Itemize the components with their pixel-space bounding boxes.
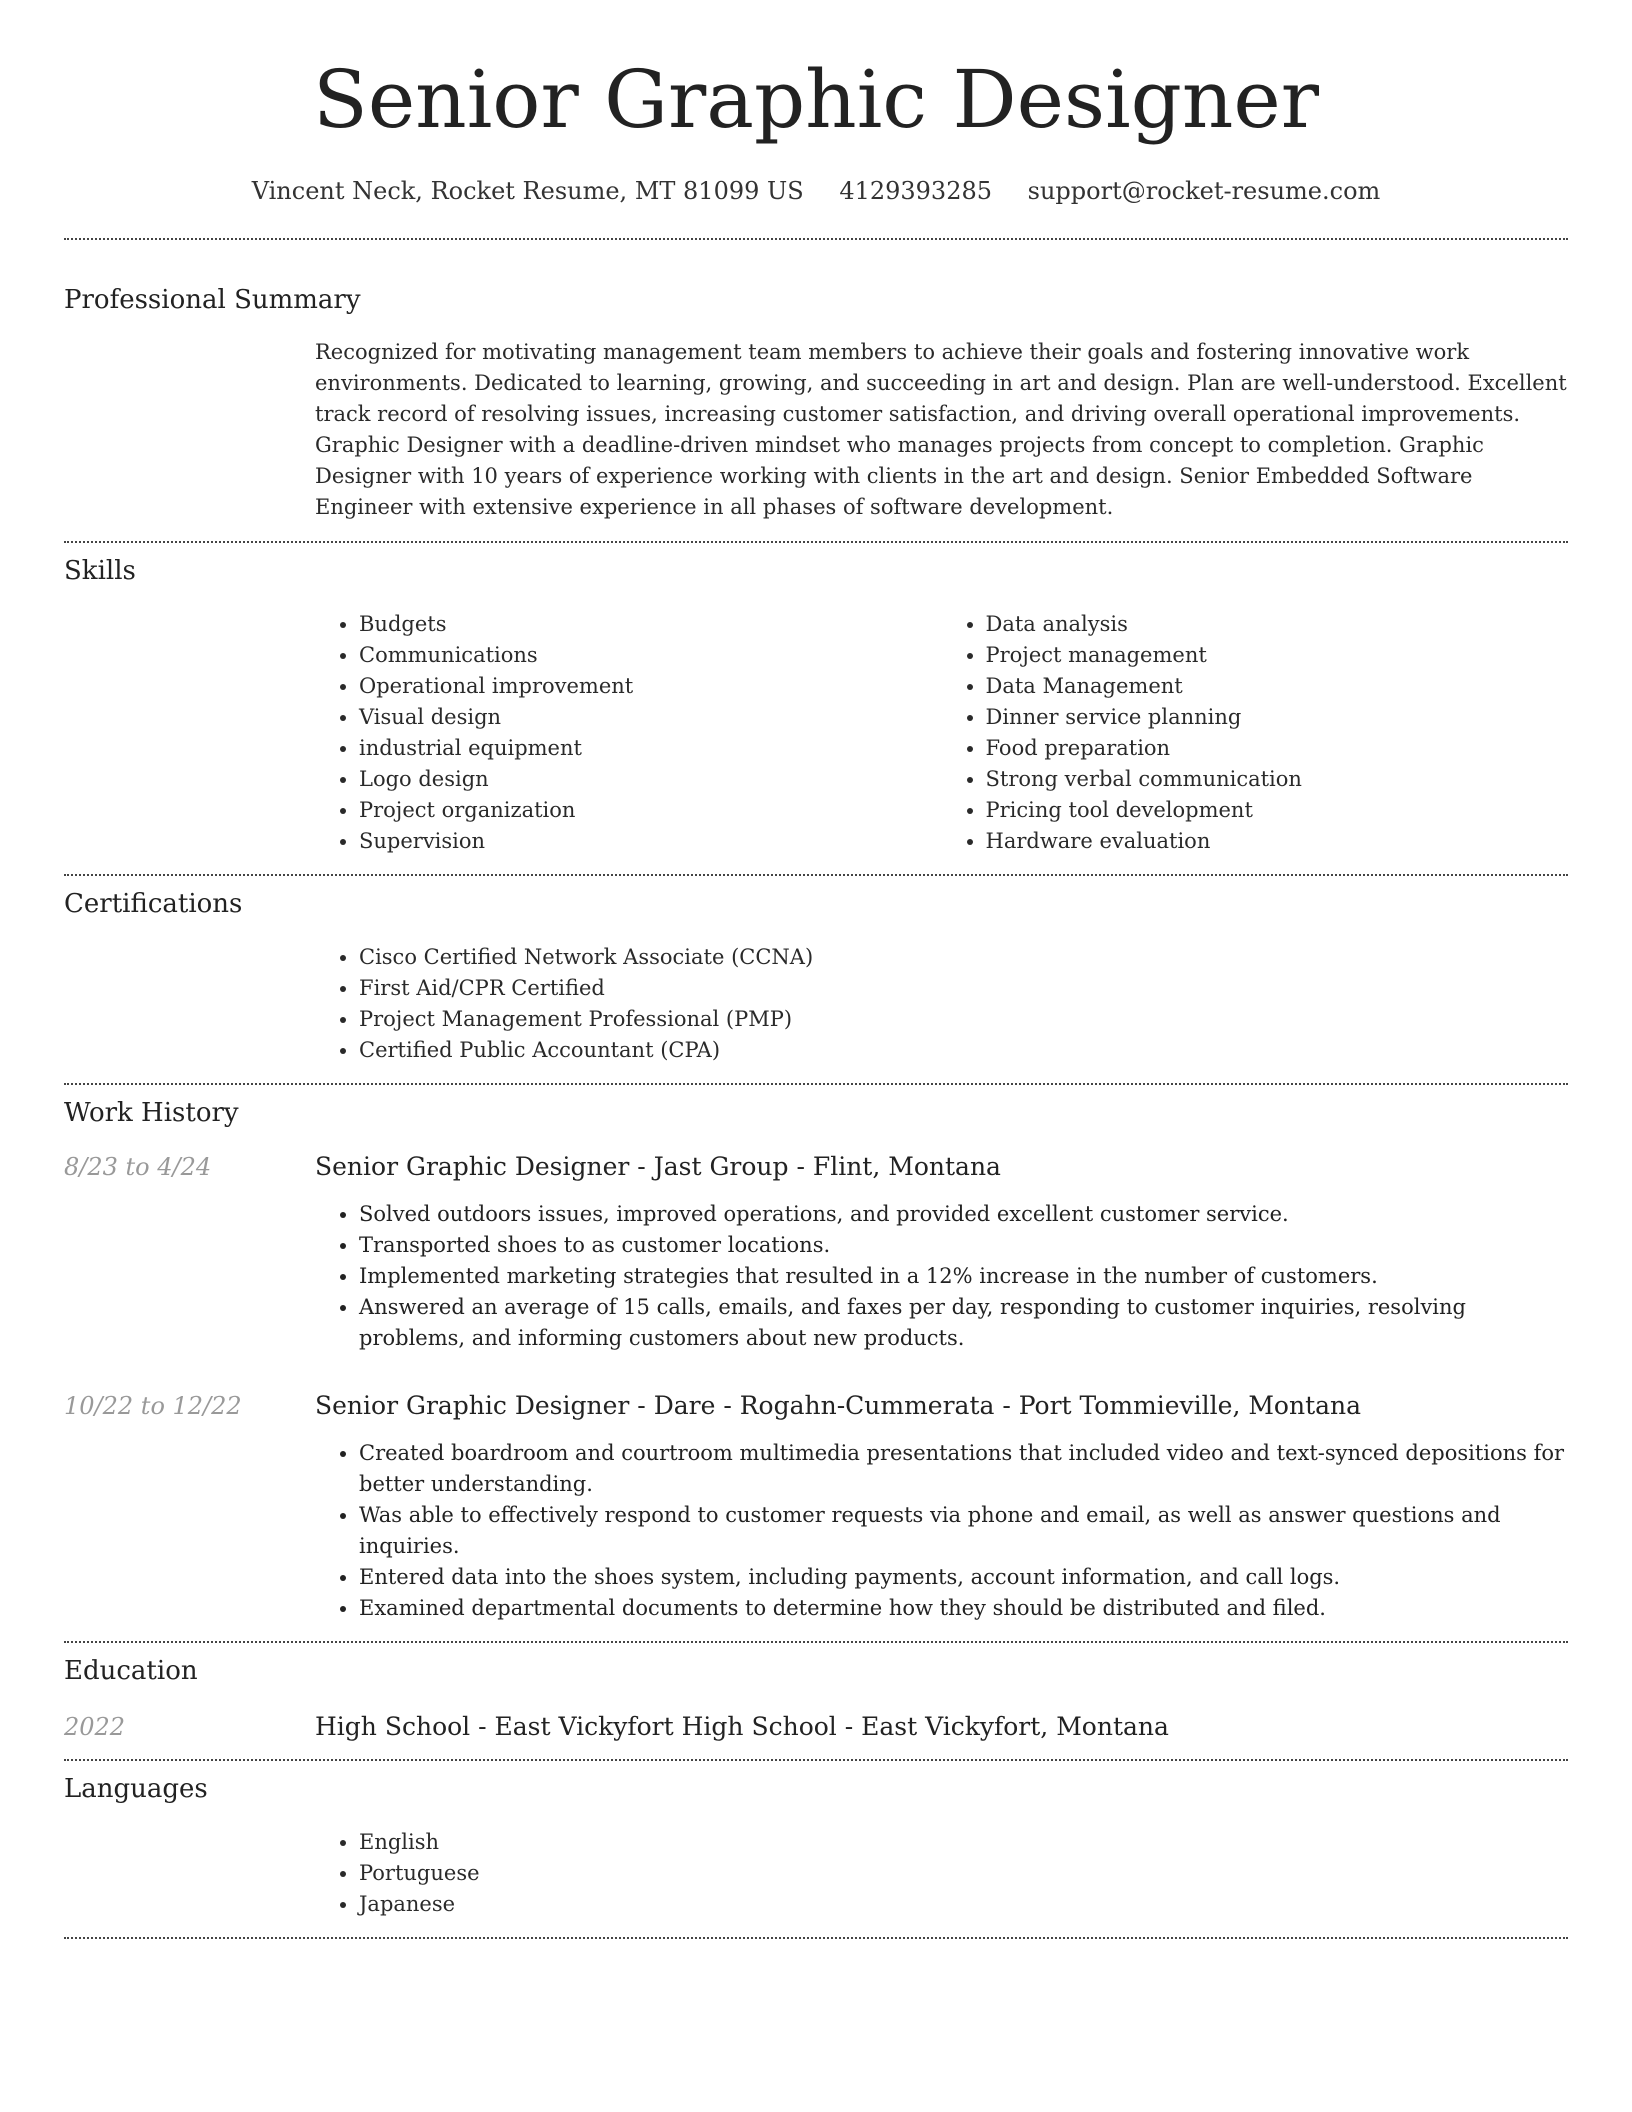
skills-list-right: [942, 609, 1569, 857]
skill-item: • Operational improvement: [359, 671, 942, 702]
education-title: Education: [64, 1656, 198, 1686]
certifications-list: [315, 942, 1568, 1066]
work-title: Work History: [64, 1098, 239, 1128]
contact-address: Vincent Neck, Rocket Resume, MT 81099 US: [251, 177, 804, 205]
skill-item: • Project management: [986, 640, 1569, 671]
skill-item: • Food preparation: [986, 733, 1569, 764]
education-section: [64, 1643, 1568, 1759]
job-bullet: • Implemented marketing strategies that resulted in a 12% increase in the number of customers.: [359, 1261, 1568, 1292]
skill-item: • Budgets: [359, 609, 942, 640]
job-entry: [64, 1151, 1568, 1354]
certification-item: • First Aid/CPR Certified: [359, 973, 1568, 1004]
education-date: 2022: [64, 1713, 126, 1741]
skill-item: • Data analysis: [986, 609, 1569, 640]
summary-title: Professional Summary: [64, 285, 361, 315]
certifications-title: Certifications: [64, 889, 243, 919]
job-body: [315, 1390, 1568, 1624]
resume-page: [64, 0, 1568, 1939]
job-bullet: • Examined departmental documents to determine how they should be distributed and filed.: [359, 1593, 1568, 1624]
job-title: Senior Graphic Designer - Dare - Rogahn-Cummerata - Port Tommieville, Montana: [315, 1391, 1362, 1420]
certifications-section: [64, 876, 1568, 1083]
languages-list: [315, 1827, 1568, 1920]
contact-email: support@rocket-resume.com: [1027, 177, 1381, 205]
skill-item: • Visual design: [359, 702, 942, 733]
skill-item: • Strong verbal communication: [986, 764, 1569, 795]
job-title: Senior Graphic Designer - Jast Group - Flint, Montana: [315, 1152, 1001, 1181]
education-entry: [64, 1711, 1568, 1743]
skill-item: • Project organization: [359, 795, 942, 826]
skill-item: • Communications: [359, 640, 942, 671]
certifications-content: [315, 942, 1568, 1066]
education-degree: High School - East Vickyfort High School - East Vickyfort, Montana: [315, 1712, 1169, 1741]
job-bullets: [315, 1199, 1568, 1354]
certification-item: • Project Management Professional (PMP): [359, 1004, 1568, 1035]
skill-item: • Dinner service planning: [986, 702, 1569, 733]
job-bullet: • Was able to effectively respond to customer requests via phone and email, as well as answer questions and inquiries.: [359, 1500, 1568, 1562]
certification-item: • Certified Public Accountant (CPA): [359, 1035, 1568, 1066]
language-item: • English: [359, 1827, 1568, 1858]
summary-section: [64, 240, 1568, 541]
skills-title: Skills: [64, 556, 136, 586]
summary-text: Recognized for motivating management team members to achieve their goals and fostering innovative work environments. Dedicated to learning, growing, and succeeding in art and design. Plan are well-understood. Excellent track record of resolving issues, increasing customer satisfaction, and driving overall operational improvements. Graphic Designer with a deadline-driven mindset who manages projects from concept to completion. Graphic Designer with 10 years of experience working with clients in the art and design. Senior Embedded Software Engineer with extensive experience in all phases of software development.: [315, 340, 1567, 519]
skill-item: • Pricing tool development: [986, 795, 1569, 826]
language-item: • Portuguese: [359, 1858, 1568, 1889]
skills-section: [64, 543, 1568, 874]
languages-title: Languages: [64, 1774, 208, 1804]
education-body: [315, 1711, 1568, 1743]
job-bullet: • Created boardroom and courtroom multimedia presentations that included video and text-synced depositions for better understanding.: [359, 1438, 1568, 1500]
contact-phone: 4129393285: [839, 177, 993, 205]
languages-section: [64, 1761, 1568, 1937]
contact-line: [64, 176, 1568, 206]
job-bullets: [315, 1438, 1568, 1624]
divider: [64, 1937, 1568, 1939]
job-date: 10/22 to 12/22: [64, 1392, 242, 1420]
job-body: [315, 1151, 1568, 1354]
skill-item: • industrial equipment: [359, 733, 942, 764]
job-bullet: • Answered an average of 15 calls, emails, and faxes per day, responding to customer inquiries, resolving problems, and informing customers about new products.: [359, 1292, 1568, 1354]
skill-item: • Supervision: [359, 826, 942, 857]
summary-content: [315, 337, 1568, 523]
job-entry: [64, 1390, 1568, 1624]
skill-item: • Data Management: [986, 671, 1569, 702]
languages-content: [315, 1827, 1568, 1920]
work-section: [64, 1085, 1568, 1641]
certification-item: • Cisco Certified Network Associate (CCNA): [359, 942, 1568, 973]
job-bullet: • Solved outdoors issues, improved operations, and provided excellent customer service.: [359, 1199, 1568, 1230]
skills-list-left: [315, 609, 942, 857]
job-bullet: • Transported shoes to as customer locations.: [359, 1230, 1568, 1261]
job-bullet: • Entered data into the shoes system, including payments, account information, and call logs.: [359, 1562, 1568, 1593]
resume-name: Senior Graphic Designer: [313, 53, 1319, 146]
language-item: • Japanese: [359, 1889, 1568, 1920]
skill-item: • Hardware evaluation: [986, 826, 1569, 857]
job-date: 8/23 to 4/24: [64, 1153, 212, 1181]
skill-item: • Logo design: [359, 764, 942, 795]
skills-content: [315, 609, 1568, 857]
